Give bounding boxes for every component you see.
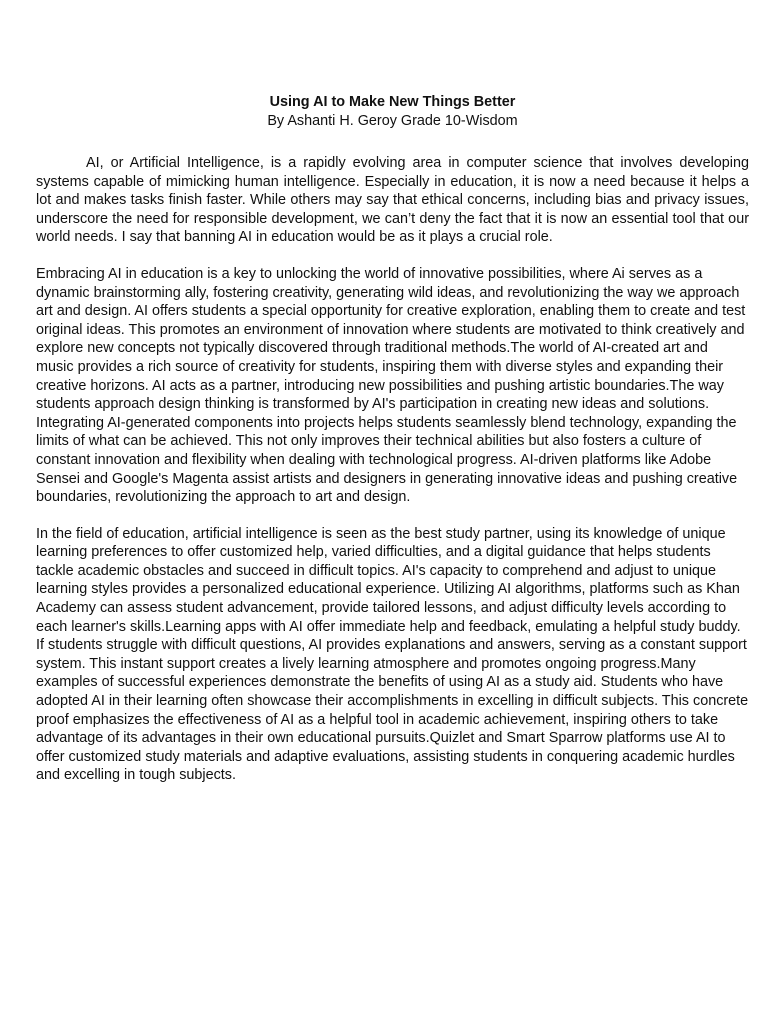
document-byline: By Ashanti H. Geroy Grade 10-Wisdom [267,113,518,129]
paragraph-art-and-design: Embracing AI in education is a key to unlocking the world of innovative possibilities, where Ai serves as a dynamic brainstorming ally, fostering creativity, generating wild ideas, and revolutionizing the way we approach art and design. AI offers students a special opportunity for creative exploration, enabling them to create and test original ideas. This promotes an environment of innovation where students are motivated to think creatively and explore new concepts not typically discovered through traditional methods.The world of AI-created art and music provides a rich source of creativity for students, inspiring them with diverse styles and expanding their creative horizons. AI acts as a partner, introducing new possibilities and pushing artistic boundaries.The way students approach design thinking is transformed by AI's participation in creating new ideas and solutions. Integrating AI-generated components into projects helps students seamlessly blend technology, expanding the limits of what can be achieved. This not only improves their technical abilities but also fosters a culture of constant innovation and flexibility when dealing with technological progress. AI-driven platforms like Adobe Sensei and Google's Magenta assist artists and designers in generating innovative ideas and pushing creative boundaries, revolutionizing the approach to art and design. [36,265,746,506]
paragraph-introduction: AI, or Artificial Intelligence, is a rapidly evolving area in computer science that involves developing systems capable of mimicking human intelligence. Especially in education, it is now a need because it helps a lot and makes tasks finish faster. While others may say that ethical concerns, including bias and privacy issues, underscore the need for responsible development, we can’t deny the fact that it is now an essential tool that our world needs. I say that banning AI in education would be as it plays a crucial role. [36,155,749,246]
document-title: Using AI to Make New Things Better [269,94,516,110]
paragraph-study-partner: In the field of education, artificial intelligence is seen as the best study partner, using its knowledge of unique learning preferences to offer customized help, varied difficulties, and a digital guidance that helps students tackle academic obstacles and succeed in difficult topics. AI's capacity to comprehend and adjust to unique learning styles provides a personalized educational experience. Utilizing AI algorithms, platforms such as Khan Academy can assess student advancement, provide tailored lessons, and adjust difficulty levels according to each learner's skills.Learning apps with AI offer immediate help and feedback, emulating a helpful study buddy. If students struggle with difficult questions, AI provides explanations and answers, serving as a constant support system. This instant support creates a lively learning atmosphere and promotes ongoing progress.Many examples of successful experiences demonstrate the benefits of using AI as a study aid. Students who have adopted AI in their learning often showcase their accomplishments in excelling in difficult subjects. This concrete proof emphasizes the effectiveness of AI as a helpful tool in academic achievement, inspiring others to take advantage of its advantages in their own educational pursuits.Quizlet and Smart Sparrow platforms use AI to offer customized study materials and adaptive evaluations, assisting students in conquering academic hurdles and excelling in tough subjects. [36,525,749,784]
document-page [36,93,749,803]
